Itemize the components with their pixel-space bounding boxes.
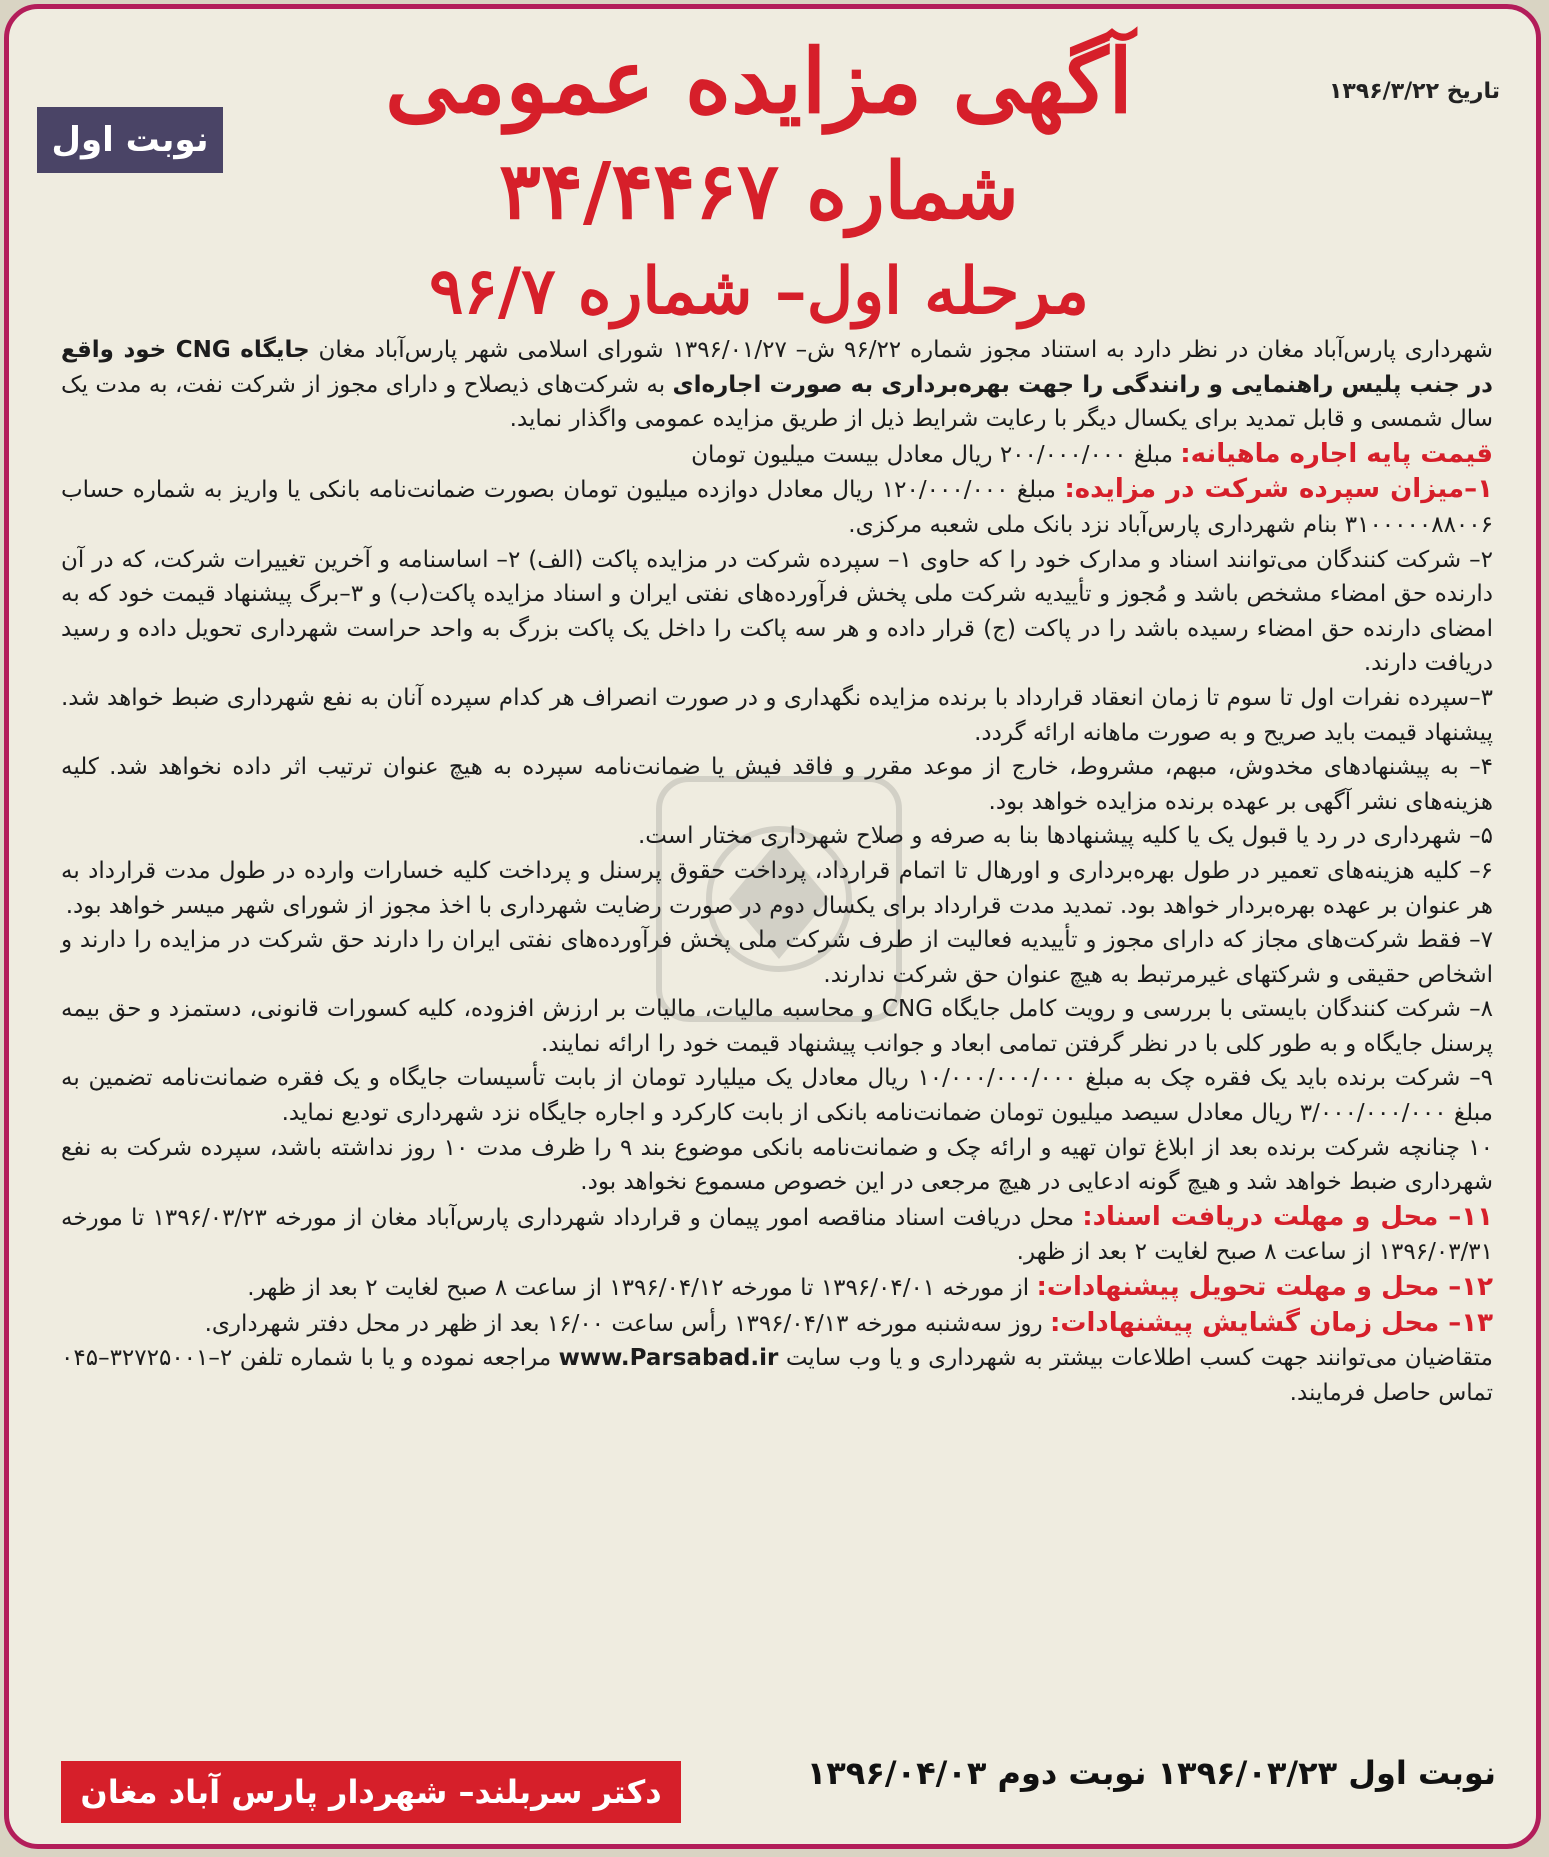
item-10: ۱۰ چنانچه شرکت برنده بعد از ابلاغ توان تهیه و ارائه چک و ضمانت‌نامه بانکی موضوع بند ۹ را ظرف مدت ۱۰ روز نداشته باشد، سپرده شرکت به نفع شهرداری ضبط خواهد شد و هیچ گونه ادعایی در هیچ مرجعی در این خصوص مسموع نخواهد بود. bbox=[61, 1134, 1493, 1196]
item-1: ۱–میزان سپرده شرکت در مزایده: مبلغ ۱۲۰/۰۰۰/۰۰۰ ریال معادل دوازده میلیون تومان بصورت ضمانت‌نامه بانکی یا واریز به شماره حساب ۳۱۰۰۰۰۰۸۸۰۰۶ بنام شهرداری پارس‌آباد نزد بانک ملی شعبه مرکزی. bbox=[61, 474, 1493, 538]
item-3: ۳–سپرده نفرات اول تا سوم تا زمان انعقاد قرارداد با برنده مزایده نگهداری و در صورت انصراف هر کدام سپرده آنان به نفع شهرداری ضبط خواهد شد. پیشنهاد قیمت باید صریح و به صورت ماهانه ارائه گردد. bbox=[61, 684, 1493, 746]
ad-body bbox=[61, 333, 1493, 1410]
item-12: ۱۲– محل و مهلت تحویل پیشنهادات: از مورخه ۱۳۹۶/۰۴/۰۱ تا مورخه ۱۳۹۶/۰۴/۱۲ از ساعت ۸ صبح لغایت ۲ بعد از ظهر. bbox=[247, 1272, 1493, 1303]
base-price-label: قیمت پایه اجاره ماهیانه: bbox=[1180, 438, 1493, 469]
item-11: ۱۱– محل و مهلت دریافت اسناد: محل دریافت اسناد مناقصه امور پیمان و قرارداد شهرداری پارس‌آباد مغان از مورخه ۱۳۹۶/۰۳/۲۳ تا مورخه ۱۳۹۶/۰۳/۳۱ از ساعت ۸ صبح لغایت ۲ بعد از ظهر. bbox=[61, 1201, 1493, 1266]
publication-dates: نوبت اول ۱۳۹۶/۰۳/۲۳ نوبت دوم ۱۳۹۶/۰۴/۰۳ bbox=[806, 1754, 1496, 1792]
item-2: ۲– شرکت کنندگان می‌توانند اسناد و مدارک خود را که حاوی ۱– سپرده شرکت در مزایده پاکت (الف) ۲– اساسنامه و آخرین تغییرات شرکت، که در آن دارنده حق امضاء مشخص باشد و مُجوز و تأییدیه شرکت ملی پخش فرآورده‌های نفتی ایران و اسناد مزایده پاکت(ب) و ۳–برگ پیشنهاد قیمت خود که به امضای دارنده حق امضاء رسیده باشد را در پاکت (ج) قرار داده و هر سه پاکت را داخل یک پاکت بزرگ به واحد حراست شهرداری تحویل داده و رسید دریافت دارند. bbox=[61, 546, 1493, 677]
item-9: ۹– شرکت برنده باید یک فقره چک به مبلغ ۱۰/۰۰۰/۰۰۰/۰۰۰ ریال معادل یک میلیارد تومان از بابت تأسیسات جایگاه و یک فقره ضمانت‌نامه تضمین به مبلغ ۳/۰۰۰/۰۰۰/۰۰۰ ریال معادل سیصد میلیون تومان ضمانت‌نامه بانکی از بابت کارکرد و اجاره جایگاه نزد شهرداری تودیع نماید. bbox=[61, 1065, 1493, 1127]
advertisement-sheet bbox=[4, 4, 1541, 1849]
base-price: قیمت پایه اجاره ماهیانه: مبلغ ۲۰۰/۰۰۰/۰۰۰ ریال معادل بیست میلیون تومان bbox=[691, 438, 1493, 469]
website-link[interactable]: www.Parsabad.ir bbox=[558, 1345, 779, 1372]
intro-subject: جایگاه CNG خود واقع در جنب پلیس راهنمایی و رانندگی را جهت بهره‌برداری به صورت اجاره‌ای bbox=[61, 337, 1493, 398]
item-6: ۶– کلیه هزینه‌های تعمیر در طول بهره‌برداری و اورهال تا اتمام قرارداد، پرداخت حقوق پرسنل و پرداخت کلیه خسارات وارده در طول مدت قرارداد به هر عنوان بر عهده بهره‌بردار خواهد بود. تمدید مدت قرارداد برای یکسال دوم در صورت رضایت شهرداری با اخذ مجوز از شورای شهر میسر خواهد بود. bbox=[61, 857, 1493, 919]
ad-number: شماره ۳۴/۴۴۶۷ bbox=[499, 146, 1019, 237]
ad-date: تاریخ ۱۳۹۶/۳/۲۲ bbox=[1328, 79, 1500, 104]
item-4: ۴– به پیشنهادهای مخدوش، مبهم، مشروط، خارج از موعد مقرر و فاقد فیش یا ضمانت‌نامه سپرده به هیچ عنوان ترتیب اثر داده نخواهد شد. کلیه هزینه‌های نشر آگهی بر عهده برنده مزایده خواهد بود. bbox=[61, 754, 1493, 815]
item-13: ۱۳– محل زمان گشایش پیشنهادات: روز سه‌شنبه مورخه ۱۳۹۶/۰۴/۱۳ رأس ساعت ۱۶/۰۰ بعد از ظهر در محل دفتر شهرداری. bbox=[204, 1307, 1493, 1338]
ad-stage: مرحله اول– شماره ۹۶/۷ bbox=[429, 254, 1089, 329]
ad-title: آگهی مزایده عمومی bbox=[385, 29, 1133, 133]
signature-box: دکتر سربلند– شهردار پارس آباد مغان bbox=[61, 1761, 681, 1823]
intro-paragraph: شهرداری پارس‌آباد مغان در نظر دارد به استناد مجوز شماره ۹۶/۲۲ ش– ۱۳۹۶/۰۱/۲۷ شورای اسلامی شهر پارس‌آباد مغان جایگاه CNG خود واقع در جنب پلیس راهنمایی و رانندگی را جهت بهره‌برداری به صورت اجاره‌ای به شرکت‌های ذیصلاح و دارای مجوز از شرکت نفت، به مدت یک سال شمسی و قابل تمدید برای یکسال دیگر با رعایت شرایط ذیل از طریق مزایده عمومی واگذار نماید. bbox=[61, 337, 1494, 433]
contact-paragraph: متقاضیان می‌توانند جهت کسب اطلاعات بیشتر به شهرداری و یا وب سایت www.Parsabad.ir مراجعه نموده و یا با شماره تلفن ۲–۳۲۷۲۵۰۰۱–۰۴۵ تماس حاصل فرمایند. bbox=[61, 1345, 1493, 1406]
nobat-badge: نوبت اول bbox=[37, 107, 223, 173]
item-7: ۷– فقط شرکت‌های مجاز که دارای مجوز و تأییدیه فعالیت از طرف شرکت ملی پخش فرآورده‌های نفتی ایران را دارند حق شرکت در مزایده را دارند و اشخاص حقیقی و شرکتهای غیرمرتبط به هیچ عنوان حق شرکت ندارند. bbox=[61, 927, 1493, 988]
item-8: ۸– شرکت کنندگان بایستی با بررسی و رویت کامل جایگاه CNG و محاسبه مالیات، مالیات بر ارزش افزوده، کلیه کسورات قانونی، دستمزد و حق بیمه پرسنل جایگاه و به طور کلی با در نظر گرفتن تمامی ابعاد و جوانب پیشنهاد قیمت خود را ارائه نمایند. bbox=[61, 996, 1493, 1057]
item-5: ۵– شهرداری در رد یا قبول یک یا کلیه پیشنهادها بنا به صرفه و صلاح شهرداری مختار است. bbox=[637, 823, 1493, 850]
